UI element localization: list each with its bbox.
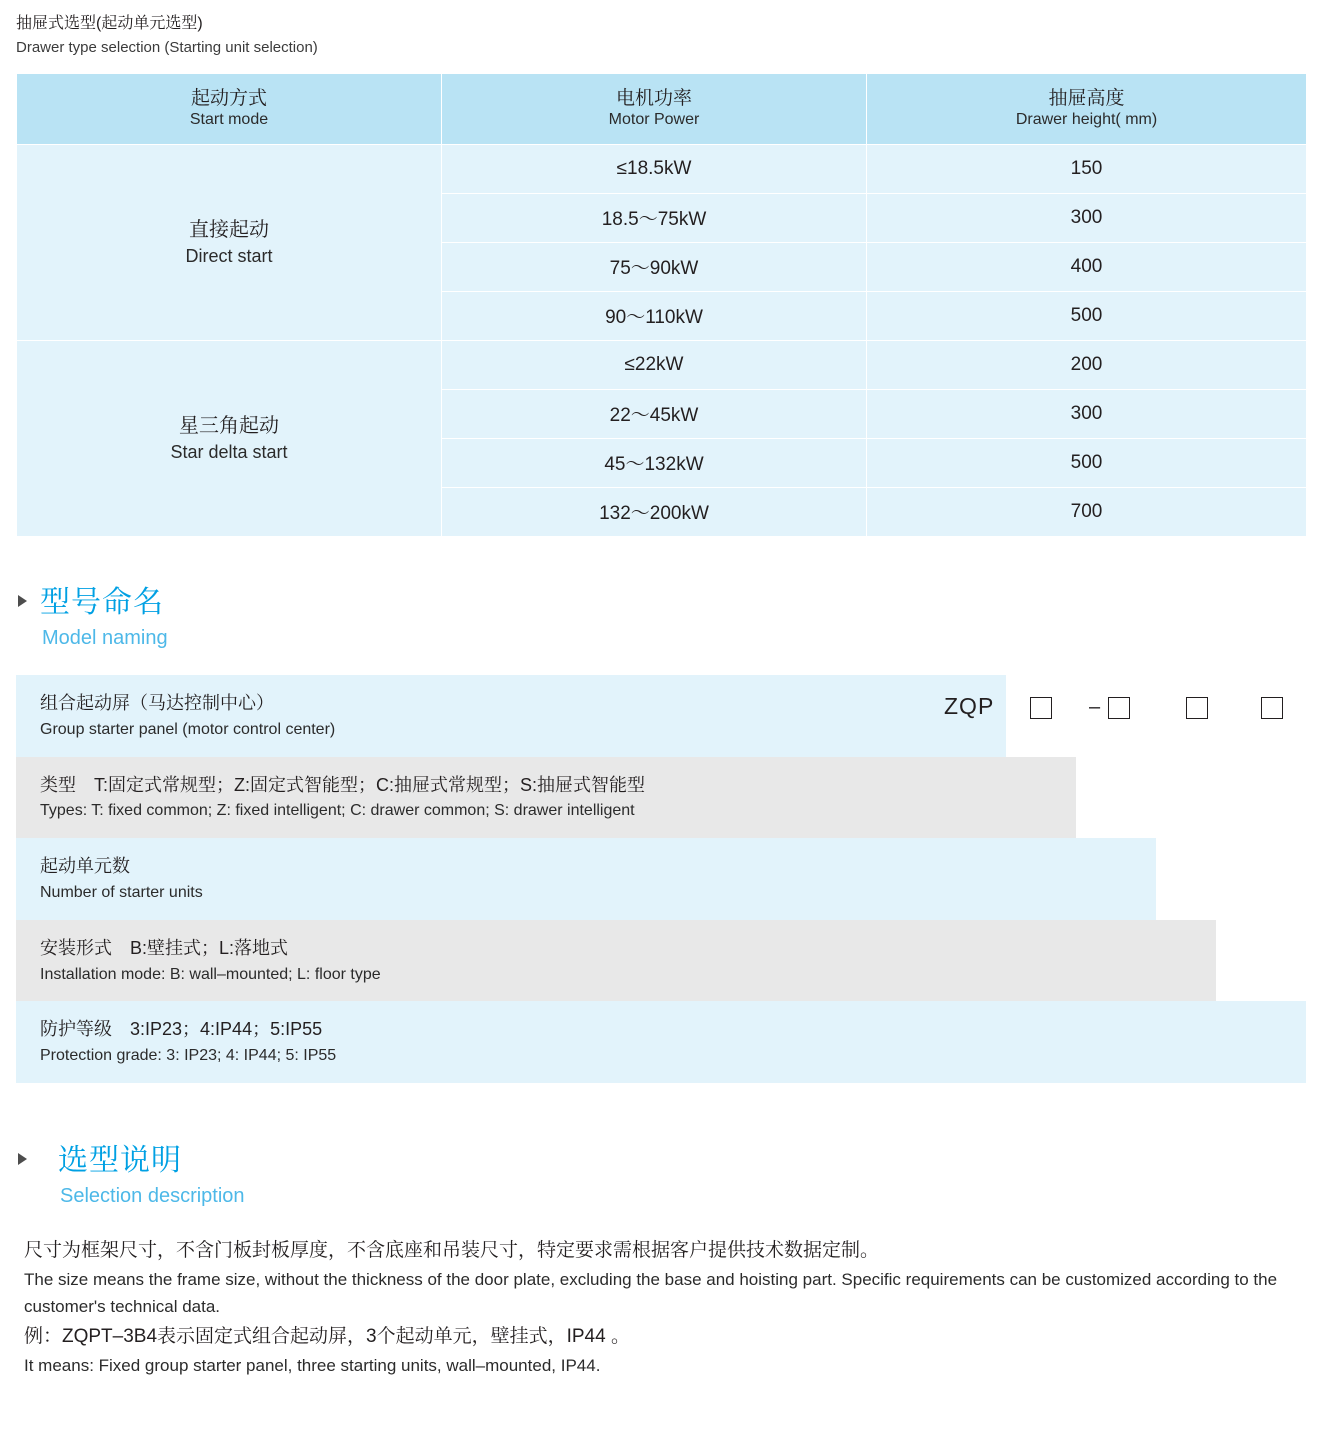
model-row-unit-count-en: Number of starter units	[40, 883, 203, 901]
cell-power: 132～200kW	[442, 487, 867, 536]
cell-start-mode-star-delta-en: Star delta start	[170, 441, 288, 462]
cell-height: 700	[867, 487, 1307, 536]
col-header-motor-power-en: Motor Power	[608, 111, 700, 129]
selection-description-para1-cn: 尺寸为框架尺寸，不含门板封板厚度，不含底座和吊装尺寸，特定要求需根据客户提供技术数据定制。	[24, 1239, 880, 1261]
cell-height: 200	[867, 340, 1307, 389]
selection-description-para1-en: The size means the frame size, without the thickness of the door plate, excluding the base and hoisting part. Specific requirements can be customized according to the customer's technical data.	[24, 1270, 1278, 1317]
bottom-spacer	[0, 1379, 1322, 1439]
section-heading-selection-description-cn: 选型说明	[58, 1143, 182, 1177]
cell-power: 45～132kW	[442, 438, 867, 487]
table-row	[17, 340, 1307, 389]
model-row-types-cn: 类型 T:固定式常规型；Z:固定式智能型；C:抽屉式常规型；S:抽屉式智能型	[40, 774, 646, 795]
selection-description-para2-en: It means: Fixed group starter panel, three starting units, wall–mounted, IP44.	[24, 1355, 601, 1375]
model-row-protection-en: Protection grade: 3: IP23; 4: IP44; 5: IP55	[40, 1047, 337, 1065]
cell-power: 18.5～75kW	[442, 193, 867, 242]
cell-power: 90～110kW	[442, 291, 867, 340]
cell-start-mode-direct-en: Direct start	[185, 245, 273, 266]
drawer-selection-table-wrap	[16, 73, 1306, 537]
cell-height: 300	[867, 389, 1307, 438]
model-row-protection	[16, 1001, 1306, 1083]
model-row-product-cn: 组合起动屏（马达控制中心）	[40, 692, 274, 713]
model-naming-diagram	[16, 675, 1306, 1083]
table-row	[17, 144, 1307, 193]
triangle-bullet-icon	[18, 1153, 27, 1165]
col-header-drawer-height	[867, 73, 1307, 144]
col-header-drawer-height-en: Drawer height( mm)	[1015, 111, 1158, 129]
cell-height: 500	[867, 438, 1307, 487]
table-header-row	[17, 73, 1307, 144]
col-header-start-mode-cn: 起动方式	[190, 87, 267, 109]
section-heading-model-naming-cn: 型号命名	[40, 585, 164, 619]
model-row-unit-count	[16, 838, 1156, 920]
cell-height: 300	[867, 193, 1307, 242]
cell-start-mode-star-delta	[17, 340, 442, 536]
model-row-product	[16, 675, 1006, 757]
triangle-bullet-icon	[18, 595, 27, 607]
cell-height: 500	[867, 291, 1307, 340]
model-row-unit-count-cn: 起动单元数	[40, 856, 130, 877]
section-heading-model-naming	[18, 585, 1322, 651]
model-code-box-protection	[1261, 697, 1283, 719]
cell-height: 150	[867, 144, 1307, 193]
model-row-installation-cn: 安装形式 B:壁挂式；L:落地式	[40, 937, 289, 958]
model-row-installation	[16, 920, 1216, 1002]
drawer-selection-caption	[0, 0, 1322, 59]
col-header-drawer-height-cn: 抽屉高度	[1048, 87, 1125, 109]
model-code-box-installation	[1186, 697, 1208, 719]
cell-power: 22～45kW	[442, 389, 867, 438]
cell-power: ≤18.5kW	[442, 144, 867, 193]
caption-en: Drawer type selection (Starting unit selection)	[16, 39, 318, 57]
model-row-installation-en: Installation mode: B: wall–mounted; L: floor type	[40, 965, 381, 983]
drawer-selection-table	[16, 73, 1307, 537]
cell-height: 400	[867, 242, 1307, 291]
col-header-motor-power	[442, 73, 867, 144]
section-heading-model-naming-en: Model naming	[42, 626, 168, 649]
cell-power: 75～90kW	[442, 242, 867, 291]
col-header-start-mode-en: Start mode	[189, 111, 269, 129]
model-row-protection-cn: 防护等级 3:IP23；4:IP44；5:IP55	[40, 1019, 323, 1040]
selection-description-para2-cn: 例：ZQPT–3B4表示固定式组合起动屏，3个起动单元，壁挂式，IP44 。	[24, 1325, 630, 1347]
cell-start-mode-star-delta-cn: 星三角起动	[179, 414, 279, 437]
section-heading-selection-description-en: Selection description	[60, 1184, 245, 1207]
model-code-box-type	[1030, 697, 1052, 719]
model-code-box-units	[1108, 697, 1130, 719]
model-code-dash: –	[1089, 695, 1101, 718]
cell-power: ≤22kW	[442, 340, 867, 389]
caption-cn: 抽屉式选型(起动单元选型)	[16, 15, 203, 32]
col-header-start-mode	[17, 73, 442, 144]
model-row-types-en: Types: T: fixed common; Z: fixed intelligent; C: drawer common; S: drawer intelligent	[40, 802, 635, 820]
model-code-prefix: ZQP	[944, 692, 995, 719]
model-row-product-en: Group starter panel (motor control center)	[40, 720, 336, 738]
section-heading-selection-description	[18, 1143, 1322, 1209]
col-header-motor-power-cn: 电机功率	[615, 87, 692, 109]
cell-start-mode-direct	[17, 144, 442, 340]
selection-description-body	[24, 1235, 1306, 1379]
cell-start-mode-direct-cn: 直接起动	[189, 218, 269, 241]
model-row-types	[16, 757, 1076, 839]
